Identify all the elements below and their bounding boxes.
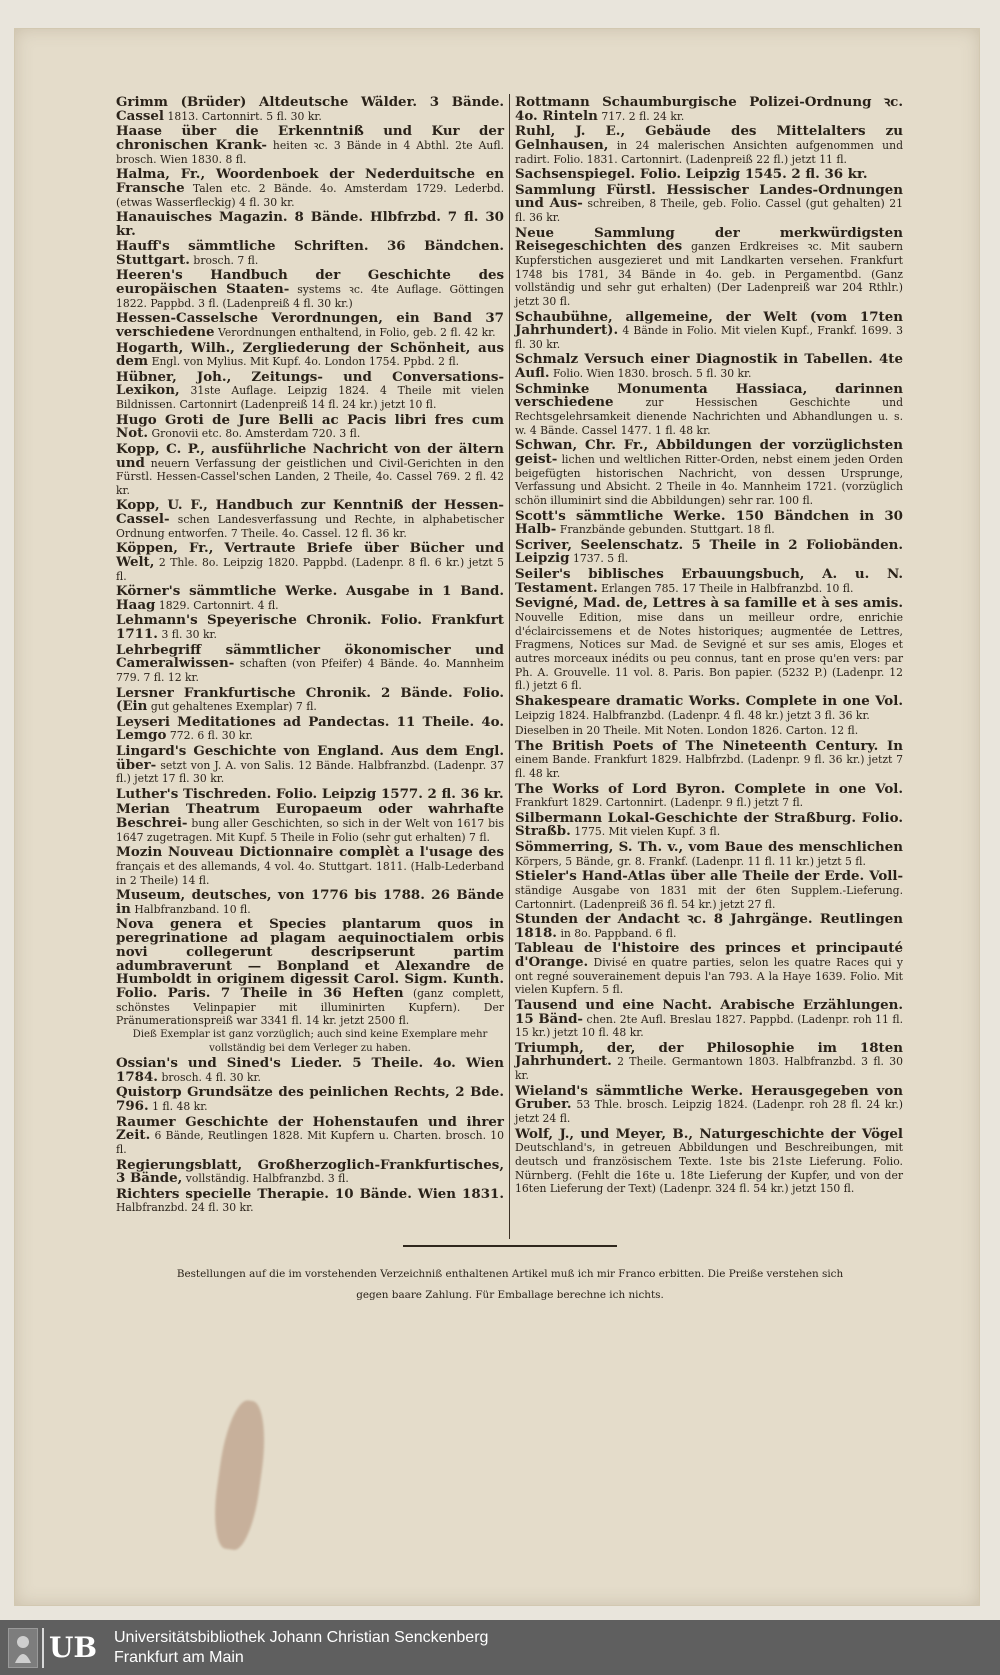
entry-details: setzt von J. A. von Salis. 12 Bände. Halbfranzbd. (Ladenpr. 37 fl.) jetzt 17 fl. 30 kr.	[116, 758, 504, 786]
entry-title: Mozin Nouveau Dictionnaire complèt a l'usage des	[116, 844, 504, 861]
entry-details: Talen etc. 2 Bände. 4o. Amsterdam 1729. Lederbd. (etwas Wasserfleckig) 4 fl. 30 kr.	[116, 181, 505, 209]
catalog-entry	[116, 1086, 504, 1113]
entry-details: lichen und weltlichen Ritter-Orden, nebst einem jeden Orden beigefügten historischen Nachricht, von dessen Ursprunge, Verfassung und Absicht. 2 Theile in 4o. Mannheim 1721. (vorzüglich schön illuminirt sind die Abbildungen) sehr rar. 100 fl.	[515, 452, 903, 508]
entry-title: Regierungsblatt, Großherzoglich-Frankfurtisches, 3 Bände,	[116, 1156, 504, 1187]
library-banner	[0, 1620, 1000, 1675]
entry-title: Hauff's sämmtliche Schriften. 36 Bändchen. Stuttgart.	[116, 238, 504, 268]
entry-title: Shakespeare dramatic Works. Complete in one Vol.	[515, 692, 903, 709]
entry-title: Scott's sämmtliche Werke. 150 Bändchen in 30 Halb-	[515, 507, 903, 538]
entry-title: Wieland's sämmtliche Werke. Herausgegeben von Gruber.	[515, 1082, 903, 1113]
catalog-entry	[515, 838, 903, 868]
catalog-entry	[116, 240, 504, 267]
senckenberg-portrait-icon	[8, 1628, 38, 1668]
entry-details: Folio. Wien 1830. brosch. 5 fl. 30 kr.	[553, 367, 752, 381]
right-column	[515, 96, 903, 1198]
entry-details: Deutschland's, in getreuen Abbildungen und Beschreibungen, mit deutsch und französischem Texte. 1ste bis 21ste Lieferung. Folio. Nürnberg. (Fehlt die 16te u. 18te Lieferung der Kupfer, und von der 16ten Lieferung der Text) (Ladenpr. 324 fl. 54 kr.) jetzt 150 fl.	[515, 1141, 903, 1196]
catalog-entry	[116, 889, 504, 916]
entry-title: Sammlung Fürstl. Hessischer Landes-Ordnungen und Aus-	[515, 181, 903, 212]
section-rule	[403, 1245, 617, 1247]
entry-details: 53 Thle. brosch. Leipzig 1824. (Ladenpr. roh 28 fl. 24 kr.) jetzt 24 fl.	[515, 1098, 904, 1126]
catalog-entry	[515, 737, 903, 781]
entry-title: Ossian's und Sined's Lieder. 5 Theile. 4o. Wien 1784.	[116, 1055, 504, 1085]
catalog-entry	[515, 692, 903, 722]
entry-title: Museum, deutsches, von 1776 bis 1788. 26 Bände in	[116, 887, 504, 917]
catalog-entry	[515, 224, 904, 309]
catalog-entry	[515, 181, 904, 225]
catalog-entry	[116, 742, 504, 786]
catalog-entry	[515, 380, 904, 438]
entry-title: Hübner, Joh., Zeitungs- und Conversations-Lexikon,	[116, 368, 504, 399]
entry-details: 2 Thle. 8o. Leipzig 1820. Pappbd. (Ladenpr. 8 fl. 6 kr.) jetzt 5 fl.	[116, 556, 504, 583]
catalog-entry	[116, 542, 504, 583]
entry-details: Frankfurt 1829. Cartonnirt. (Ladenpr. 9 fl.) jetzt 7 fl.	[515, 796, 804, 810]
entry-details: 772. 6 fl. 30 kr.	[169, 729, 253, 743]
entry-details: zur Hessischen Geschichte und Rechtsgelehrsamkeit dienende Nachrichten und Abhandlungen u. s. w. 4 Bände. Cassel 1477. 1 fl. 48 kr.	[515, 396, 904, 437]
entry-details: 1813. Cartonnirt. 5 fl. 30 kr.	[167, 109, 322, 123]
entry-title: Raumer Geschichte der Hohenstaufen und ihrer Zeit.	[116, 1113, 504, 1144]
catalog-entry	[515, 439, 903, 508]
entry-details: Erlangen 785. 17 Theile in Halbfranzbd. 10 fl.	[601, 581, 854, 595]
column-divider	[509, 94, 510, 1239]
catalog-entry	[515, 565, 903, 596]
banner-subtitle: Frankfurt am Main	[114, 1648, 244, 1666]
entry-details: (ganz complett, schönstes Velinpapier mit illuminirten Kupfern). Der Pränumerationspreiß war 3341 fl. 14 kr. jetzt 2500 fl.	[116, 986, 504, 1028]
catalog-entry	[116, 614, 504, 641]
entry-details: français et des allemands, 4 vol. 4o. Stuttgart. 1811. (Halb-Lederband in 2 Theile) 14 fl.	[116, 860, 504, 887]
catalog-entry	[116, 312, 504, 339]
entry-details: bung aller Geschichten, so sich in der Welt von 1617 bis 1647 zugetragen. Mit Kupf. 5 Theile in Folio (sehr gut erhalten) 7 fl.	[116, 817, 505, 844]
catalog-entry	[116, 918, 504, 1055]
entry-details: 6 Bände, Reutlingen 1828. Mit Kupfern u. Charten. brosch. 10 fl.	[116, 1129, 504, 1157]
entry-details: schreiben, 8 Theile, geb. Folio. Cassel (gut gehalten) 21 fl. 36 kr.	[515, 197, 904, 225]
catalog-entry	[515, 809, 903, 840]
banner-title: Universitätsbibliothek Johann Christian Senckenberg	[114, 1628, 489, 1646]
catalog-entry	[515, 724, 903, 738]
entry-details: ständige Ausgabe von 1831 mit der 6ten Supplem.-Lieferung. Cartonnirt. (Ladenpreiß 36 fl. 54 kr.) jetzt 27 fl.	[515, 883, 903, 911]
entry-details: schaften (von Pfeifer) 4 Bände. 4o. Mannheim 779. 7 fl. 12 kr.	[116, 657, 504, 685]
left-column	[116, 96, 504, 1217]
catalog-entry	[515, 870, 903, 911]
footer-note	[170, 1264, 850, 1306]
entry-details: 1829. Cartonnirt. 4 fl.	[158, 598, 279, 612]
paper-stain	[209, 1398, 271, 1552]
entry-details: einem Bande. Frankfurt 1829. Halbfrzbd. (Ladenpr. 9 fl. 36 kr.) jetzt 7 fl. 48 kr.	[515, 753, 903, 780]
entry-title: Hessen-Casselsche Verordnungen, ein Band 37 verschiedene	[116, 310, 504, 341]
entry-details: systems ꝛc. 4te Auflage. Göttingen 1822. Pappbd. 3 fl. (Ladenpreiß 4 fl. 30 kr.)	[116, 283, 505, 310]
entry-title: Stieler's Hand-Atlas über alle Theile der Erde. Voll-	[515, 868, 903, 885]
entry-title: Leyseri Meditationes ad Pandectas. 11 Theile. 4o. Lemgo	[116, 713, 504, 744]
catalog-entry	[515, 308, 903, 352]
entry-title: Nova genera et Species plantarum quos in peregrinatione ad plagam aequinoctialem orbis novi collegerunt descripserunt partim adumbraverunt — Bonpland et Alexandre de Humboldt in originem digessit Carol. Sigm. Kunth. Folio. Paris. 7 Theile in 36 Heften	[116, 916, 504, 1001]
catalog-entry	[515, 507, 903, 538]
catalog-entry	[515, 125, 903, 166]
entry-details: schen Landesverfassung und Rechte, in alphabetischer Ordnung entworfen. 7 Theile. 4o. Cassel. 12 fl. 36 kr.	[116, 513, 504, 540]
entry-details: 2 Theile. Germantown 1803. Halbfranzbd. 3 fl. 30 kr.	[515, 1055, 903, 1083]
entry-details: Nouvelle Edition, mise dans un meilleur ordre, enrichie d'éclaircissemens et de Notes historiques; augmentée de Lettres, Fragmens, Notices sur Mad. de Sevigné et sur ses amis, Eloges et autres morceaux inédits ou peu connus, tant en prose qu'en vers: par Ph. A. Grouvelle. 11 vol. 8. Paris. Bon papier. (5232 P.) (Ladenpr. 12 fl.) jetzt 6 fl.	[515, 610, 903, 693]
entry-title: Kopp, C. P., ausführliche Nachricht von der ältern und	[116, 440, 504, 471]
footer-line-1: Bestellungen auf die im vorstehenden Verzeichniß enthaltenen Artikel muß ich mir Franco erbitten. Die Preiße verstehen sich	[176, 1268, 844, 1280]
catalog-entry	[515, 942, 903, 997]
entry-title: Haase über die Erkenntniß und Kur der chronischen Krank-	[116, 123, 504, 153]
catalog-entry	[116, 168, 504, 209]
entry-title: Schminke Monumenta Hassiaca, darinnen verschiedene	[515, 380, 903, 411]
catalog-entry	[116, 211, 504, 238]
catalog-entry	[116, 411, 504, 442]
entry-title: Rottmann Schaumburgische Polizei-Ordnung ꝛc. 4o. Rinteln	[515, 94, 903, 124]
entry-details: Engl. von Mylius. Mit Kupf. 4o. London 1754. Ppbd. 2 fl.	[151, 355, 460, 369]
entry-details: gut gehaltenes Exemplar) 7 fl.	[150, 700, 317, 714]
entry-title: Halma, Fr., Woordenboek der Nederduitsche en Fransche	[116, 166, 504, 196]
entry-details: in 24 malerischen Ansichten aufgenommen und radirt. Folio. 1831. Cartonnirt. (Ladenpreiß 22 fl.) jetzt 11 fl.	[515, 138, 904, 166]
entry-title: Ruhl, J. E., Gebäude des Mittelalters zu Gelnhausen,	[515, 123, 903, 153]
catalog-entry	[116, 1185, 504, 1215]
entry-title: Köppen, Fr., Vertraute Briefe über Bücher und Welt,	[116, 540, 504, 571]
entry-details: chen. 2te Aufl. Breslau 1827. Pappbd. (Ladenpr. roh 11 fl. 15 kr.) jetzt 10 fl. 48 kr.	[515, 1012, 904, 1040]
catalog-entry	[116, 1057, 504, 1084]
catalog-entry	[116, 846, 504, 887]
entry-details: 3 fl. 30 kr.	[161, 628, 217, 642]
entry-details: vollständig. Halbfranzbd. 3 fl.	[185, 1172, 349, 1186]
catalog-entry	[515, 1039, 903, 1083]
entry-details: brosch. 7 fl.	[193, 253, 259, 267]
catalog-entry	[515, 1125, 903, 1197]
catalog-entry	[515, 1082, 904, 1126]
catalog-entry	[515, 536, 903, 567]
entry-details: 4 Bände in Folio. Mit vielen Kupf., Frankf. 1699. 3 fl. 30 kr.	[515, 324, 903, 351]
entry-title: Lehrbegriff sämmtlicher ökonomischer und Cameralwissen-	[116, 641, 504, 672]
catalog-entry	[515, 780, 903, 810]
entry-title: Grimm (Brüder) Altdeutsche Wälder. 3 Bände. Cassel	[116, 94, 504, 124]
catalog-entry	[116, 713, 504, 744]
entry-title: Richters specielle Therapie. 10 Bände. Wien 1831.	[116, 1185, 504, 1202]
catalog-entry	[116, 125, 504, 166]
entry-title: Sachsenspiegel. Folio. Leipzig 1545. 2 fl. 36 kr.	[515, 166, 868, 183]
entry-title: Hogarth, Wilh., Zergliederung der Schönheit, aus dem	[116, 339, 504, 370]
entry-title: Schaubühne, allgemeine, der Welt (vom 17ten Jahrhundert).	[515, 308, 903, 339]
catalog-entry	[116, 641, 504, 685]
entry-title: Kopp, U. F., Handbuch zur Kenntniß der Hessen-Cassel-	[116, 497, 504, 528]
ub-logo: UB	[42, 1628, 102, 1668]
entry-footnote: Dieß Exemplar ist ganz vorzüglich; auch sind keine Exemplare mehr vollständig bei dem Verleger zu haben.	[132, 1029, 488, 1054]
entry-details: Verordnungen enthaltend, in Folio, geb. 2 fl. 42 kr.	[218, 326, 496, 340]
catalog-entry	[515, 353, 903, 380]
entry-title: Triumph, der, der Philosophie im 18ten Jahrhundert.	[515, 1039, 903, 1070]
entry-title: Hanauisches Magazin. 8 Bände. Hlbfrzbd. 7 fl. 30 kr.	[116, 209, 504, 239]
entry-title: Sömmerring, S. Th. v., vom Baue des menschlichen	[515, 838, 903, 855]
entry-details: Divisé en quatre parties, selon les quatre Races qui y ont regné souverainement depuis l'an 793. A la Haye 1639. Folio. Mit vielen Kupfern. 5 fl.	[515, 955, 903, 997]
catalog-entry	[116, 440, 504, 498]
entry-title: Wolf, J., und Meyer, B., Naturgeschichte der Vögel	[515, 1125, 903, 1142]
catalog-entry	[515, 996, 904, 1040]
entry-title: Schmalz Versuch einer Diagnostik in Tabellen. 4te Aufl.	[515, 351, 903, 382]
catalog-entry	[515, 913, 903, 940]
footer-line-2: gegen baare Zahlung. Für Emballage berechne ich nichts.	[356, 1289, 664, 1301]
catalog-entry	[116, 499, 504, 540]
entry-title: Lehmann's Speyerische Chronik. Folio. Frankfurt 1711.	[116, 612, 504, 643]
entry-title: Stunden der Andacht ꝛc. 8 Jahrgänge. Reutlingen 1818.	[515, 911, 903, 941]
catalog-entry	[116, 339, 504, 370]
catalog-entry	[116, 684, 504, 715]
entry-title: Tausend und eine Nacht. Arabische Erzählungen. 15 Bänd-	[515, 996, 903, 1027]
entry-title: Körner's sämmtliche Werke. Ausgabe in 1 Band. Haag	[116, 583, 504, 613]
entry-title: Schwan, Chr. Fr., Abbildungen der vorzüglichsten geist-	[515, 437, 903, 467]
entry-title: The British Poets of The Nineteenth Century. In	[515, 737, 903, 754]
catalog-entry	[116, 269, 504, 310]
entry-title: Tableau de l'histoire des princes et principauté d'Orange.	[515, 940, 903, 970]
catalog-entry	[116, 803, 504, 844]
entry-details: Halbfranzbd. 24 fl. 30 kr.	[116, 1201, 254, 1215]
entry-details: Dieselben in 20 Theile. Mit Noten. London 1826. Carton. 12 fl.	[515, 724, 859, 738]
entry-title: Luther's Tischreden. Folio. Leipzig 1577. 2 fl. 36 kr.	[116, 785, 504, 802]
entry-details: 1775. Mit vielen Kupf. 3 fl.	[574, 825, 721, 839]
entry-details: neuern Verfassung der geistlichen und Civil-Gerichten in den Fürstl. Hessen-Cassel'schen Landen, 2 Theile, 4o. Cassel 769. 2 fl. 42 kr.	[116, 456, 504, 497]
entry-title: Neue Sammlung der merkwürdigsten Reisegeschichten des	[515, 224, 903, 255]
catalog-entry	[515, 597, 903, 693]
entry-details: 1 fl. 48 kr.	[152, 1100, 208, 1114]
entry-title: Hugo Groti de Jure Belli ac Pacis libri fres cum Not.	[116, 411, 504, 442]
entry-details: Leipzig 1824. Halbfranzbd. (Ladenpr. 4 fl. 48 kr.) jetzt 3 fl. 36 kr.	[515, 708, 870, 722]
entry-title: Lingard's Geschichte von England. Aus dem Engl. über-	[116, 742, 504, 773]
entry-details: 1737. 5 fl.	[572, 552, 629, 566]
catalog-entry	[116, 1156, 504, 1187]
entry-details: 31ste Auflage. Leipzig 1824. 4 Theile mit vielen Bildnissen. Cartonnirt (Ladenpreiß 14 fl. 24 kr.) jetzt 10 fl.	[116, 384, 504, 412]
entry-details: Franzbände gebunden. Stuttgart. 18 fl.	[559, 523, 775, 537]
banner-text	[114, 1628, 488, 1668]
entry-title: Lersner Frankfurtische Chronik. 2 Bände. Folio. (Ein	[116, 684, 504, 715]
entry-details: brosch. 4 fl. 30 kr.	[161, 1070, 261, 1084]
catalog-entry	[515, 168, 903, 182]
entry-details: Gronovii etc. 8o. Amsterdam 720. 3 fl.	[151, 427, 361, 441]
entry-title: Scriver, Seelenschatz. 5 Theile in 2 Foliobänden. Leipzig	[515, 536, 903, 567]
entry-title: Seiler's biblisches Erbauungsbuch, A. u. N. Testament.	[515, 565, 903, 596]
entry-title: Sevigné, Mad. de, Lettres à sa famille et à ses amis.	[515, 595, 903, 612]
entry-details: heiten ꝛc. 3 Bände in 4 Abthl. 2te Aufl. brosch. Wien 1830. 8 fl.	[116, 138, 504, 166]
entry-title: Quistorp Grundsätze des peinlichen Rechts, 2 Bde. 796.	[116, 1084, 504, 1115]
entry-details: 717. 2 fl. 24 kr.	[601, 109, 685, 123]
entry-title: Heeren's Handbuch der Geschichte des europäischen Staaten-	[116, 267, 504, 298]
catalog-entry	[116, 785, 504, 802]
entry-details: Körpers, 5 Bände, gr. 8. Frankf. (Ladenpr. 11 fl. 11 kr.) jetzt 5 fl.	[515, 854, 866, 868]
catalog-entry	[116, 1113, 504, 1157]
entry-details: Halbfranzband. 10 fl.	[134, 902, 251, 916]
catalog-entry	[116, 368, 504, 412]
catalog-entry	[116, 585, 504, 612]
entry-details: in 8o. Pappband. 6 fl.	[560, 926, 677, 940]
catalog-entry	[116, 96, 504, 123]
entry-title: Merian Theatrum Europaeum oder wahrhafte Beschrei-	[116, 801, 504, 832]
entry-title: The Works of Lord Byron. Complete in one Vol.	[515, 780, 903, 797]
catalog-entry	[515, 96, 903, 123]
entry-details: ganzen Erdkreises ꝛc. Mit saubern Kupferstichen ausgezieret und mit Landkarten versehen. Frankfurt 1748 bis 1781, 34 Bände in 4o. geb. in Pergamentbd. (Ganz vollständig und sehr gut erhalten) (Der Ladenpreiß war 204 Rthlr.) jetzt 30 fl.	[515, 240, 904, 309]
entry-title: Silbermann Lokal-Geschichte der Straßburg. Folio. Straßb.	[515, 809, 903, 840]
